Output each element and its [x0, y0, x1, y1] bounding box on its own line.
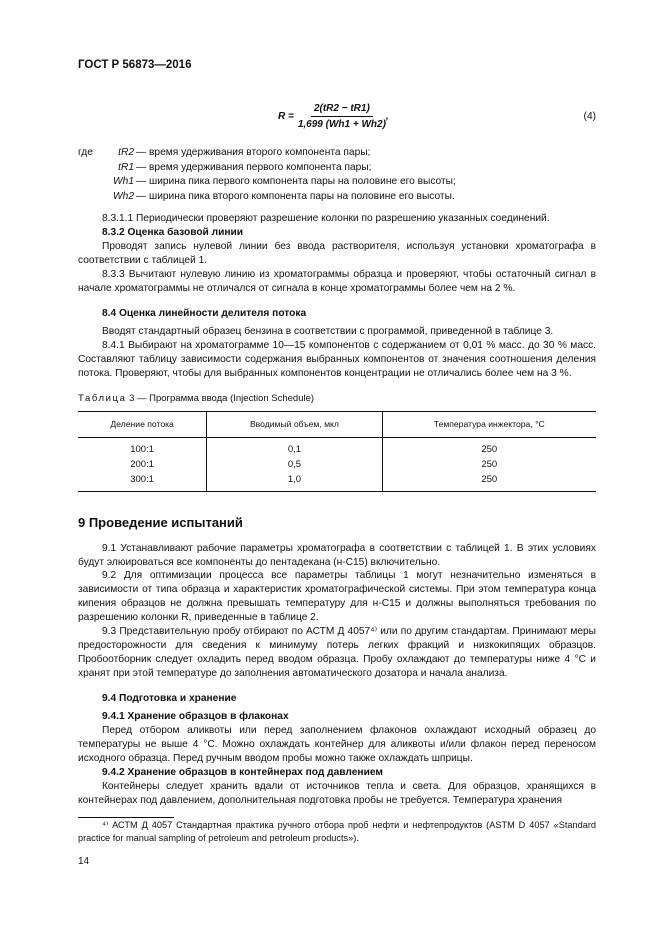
column-header: Деление потока [78, 411, 207, 438]
variable-symbol: tR1 [118, 161, 134, 173]
table-cell: 250 [382, 473, 596, 491]
standard-header: ГОСТ Р 56873—2016 [78, 59, 192, 71]
table-cell: 0,1 [207, 438, 382, 458]
document-page [78, 58, 596, 868]
formula-lhs: R = [278, 110, 294, 122]
table-row [78, 473, 596, 491]
table-cell: 300:1 [78, 473, 207, 491]
variable-description: — ширина пика второго компонента пары на половине его высоты. [136, 191, 455, 203]
page-number: 14 [78, 855, 90, 867]
table-cell: 1,0 [207, 473, 382, 491]
paragraph-8-3-2: Проводят запись нулевой линии без ввода растворителя, используя установки хроматографа в соответствии с таблицей 1. [78, 240, 596, 266]
paragraph-8-3-1-1: 8.3.1.1 Периодически проверяют разрешение колонки по разрешению указанных соединений. [102, 213, 550, 225]
variable-description: — ширина пика первого компонента пары на половине его высоты; [136, 176, 456, 188]
paragraph-8-4-1: 8.4.1 Выбирают на хроматограмме 10—15 компонентов с содержанием от 0,01 % масс. до 30 % масс. Составляют таблицу зависимости содержания выбранных компонентов от значения соотношения деления потока. Проверяют, чтобы для выбранных компонентов концентрации не отличались более чем на 3 %. [78, 340, 596, 379]
table-cell: 200:1 [130, 459, 155, 471]
table-header-row [78, 411, 596, 438]
resolution-formula [278, 102, 389, 132]
variable-description: — время удерживания второго компонента пары; [136, 146, 371, 158]
footnote-separator [78, 817, 174, 818]
variable-definitions [78, 146, 596, 205]
table-cell: 0,5 [207, 458, 382, 473]
heading-9-4-2: 9.4.2 Хранение образцов в контейнерах под давлением [102, 766, 383, 778]
table-caption-label: Таблица [78, 392, 127, 404]
heading-8-3-2: 8.3.2 Оценка базовой линии [102, 227, 244, 238]
table-caption-text: 3 — Программа ввода (Injection Schedule) [129, 392, 315, 404]
variable-symbol: Wh1 [113, 176, 134, 188]
heading-8-4: 8.4 Оценка линейности делителя потока [102, 308, 307, 320]
variable-symbol: Wh2 [113, 191, 134, 203]
paragraph-9-4-1: Перед отбором аликвоты или перед заполнением флаконов охлаждают исходный образец до температуры не выше 4 °С. Можно охлаждать контейнер для аликвоты и/или флакон перед переносом исходного образца. Перед ручным вводом пробы можно также охлаждать шприцы. [78, 725, 596, 764]
equation-number: (4) [583, 110, 596, 122]
paragraph-9-2: 9.2 Для оптимизации процесса все параметры таблицы 1 могут незначительно изменяться в зависимости от типа образца и характеристик хроматографической системы. При этом температура конца кипения образцов не должна превышать температуру для н-С15 и должны выполняться требования по разрешению колонки R, приведенные в таблице 2. [78, 570, 596, 624]
heading-9-4: 9.4 Подготовка и хранение [102, 693, 237, 705]
injection-schedule-table [78, 411, 596, 492]
table-row [78, 438, 596, 458]
table-3-caption [78, 393, 596, 406]
formula-denominator: 1,699 (Wh1 + Wh2) [297, 119, 386, 131]
paragraph-9-4-2: Контейнеры следует хранить вдали от источников тепла и света. Для образцов, хранящихся в контейнерах под давлением, дополнительная подготовка пробы не требуется. Температура хранения [78, 780, 596, 806]
footnote-4: ⁴⁾ АСТМ Д 4057 Стандартная практика ручного отбора проб нефти и нефтепродуктов (ASTM D 4057 «Standard practice for manual sampling of petroleum and petroleum products»). [78, 820, 596, 843]
formula-numerator: 2(tR2 − tR1) [311, 102, 373, 118]
variable-description: — время удерживания первого компонента пары; [136, 161, 372, 173]
formula-fraction [298, 102, 386, 132]
column-header: Температура инжектора, °С [382, 411, 596, 438]
paragraph-8-3-3: 8.3.3 Вычитают нулевую линию из хроматограммы образца и проверяют, чтобы остаточный сигнал в начале хроматограммы не отличался от сигнала в конце хроматограммы более чем на 2 %. [78, 268, 596, 294]
paragraph-9-1: 9.1 Устанавливают рабочие параметры хроматографа в соответствии с таблицей 1. В этих условиях будут элюироваться все компоненты до пентадекана (н-С15) включительно. [78, 542, 596, 568]
table-cell: 250 [382, 458, 596, 473]
table-cell: 100:1 [130, 444, 155, 456]
column-header: Вводимый объем, мкл [207, 411, 382, 438]
variable-symbol: tR2 [118, 146, 134, 158]
table-cell: 250 [382, 438, 596, 458]
table-row [78, 458, 596, 473]
paragraph-8-4: Вводят стандартный образец бензина в соответствии с программой, приведенной в таблице 3. [102, 326, 554, 338]
formula-4 [78, 102, 596, 136]
where-intro: где [78, 146, 93, 158]
paragraph-9-3: 9.3 Представительную пробу отбирают по АСТМ Д 4057⁴⁾ или по другим стандартам. Принимают меры предосторожности для сведения к минимуму потерь легких фракций и низкокипящих образцов. Пробоотборник следует охладить перед вводом образца. Пробу охлаждают до температуры ниже 4 °С и хранят при этой температуре до заполнения автоматического дозатора и начала анализа. [78, 625, 596, 679]
section-9-heading: 9 Проведение испытаний [78, 515, 243, 531]
heading-9-4-1: 9.4.1 Хранение образцов в флаконах [102, 711, 289, 723]
formula-tail: , [385, 110, 389, 122]
